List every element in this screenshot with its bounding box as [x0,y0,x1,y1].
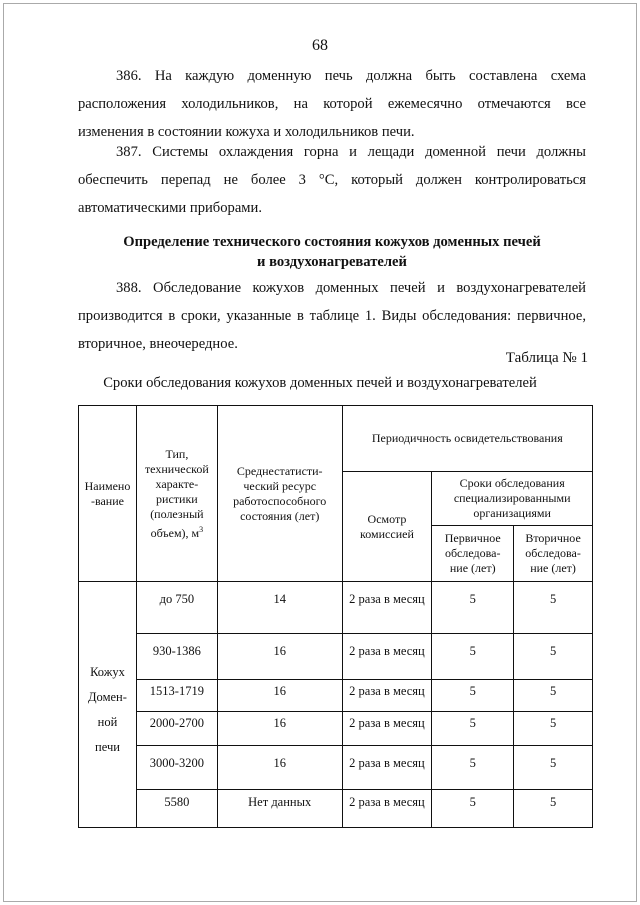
name-line: Домен- [88,689,127,704]
primary-cell: 5 [432,790,514,828]
header-line: работоспособного [233,493,327,508]
heading-line: Определение технического состояния кожухов доменных печей [123,234,541,250]
header-line: Тип, [165,446,189,461]
header-line: Сроки обследования [459,476,565,490]
secondary-cell: 5 [514,712,593,746]
paragraph-line: производится в сроки, указанные в таблице 1. Виды обследования: первичное, [78,308,586,324]
header-line: -вание [90,493,124,508]
name-line: печи [95,739,120,754]
inspection-cell: 2 раза в месяц [342,790,432,828]
header-line: (полезный [150,506,204,521]
primary-cell: 5 [432,712,514,746]
secondary-cell: 5 [514,790,593,828]
table-row [79,790,593,828]
header-line: специализированными [453,491,571,505]
type-cell: 3000-3200 [136,746,217,790]
inspection-cell: 2 раза в месяц [342,680,432,712]
primary-cell: 5 [432,680,514,712]
header-special [432,472,593,526]
inspection-schedule-table [78,405,593,828]
header-line: состояния (лет) [240,508,320,523]
primary-cell: 5 [432,634,514,680]
type-cell: 930-1386 [136,634,217,680]
paragraph-line: изменения в состоянии кожуха и холодильников печи. [78,124,415,140]
type-cell: до 750 [136,582,217,634]
header-line: обследова- [525,546,581,560]
name-cell [79,582,137,828]
header-line: ние (лет) [530,561,576,575]
paragraph-386 [78,62,586,146]
table-row [79,582,593,634]
header-primary [432,526,514,582]
resource-cell: Нет данных [217,790,342,828]
header-line: Осмотр [367,511,407,526]
header-line: ческий ресурс [243,478,317,493]
page-number: 68 [312,37,328,54]
header-line: ние (лет) [449,561,496,575]
inspection-cell: 2 раза в месяц [342,712,432,746]
header-inspection [342,472,432,582]
paragraph-line: обеспечить перепад не более 3 °С, который должен контролироваться [78,172,586,188]
header-line: организациями [473,506,551,520]
primary-cell: 5 [432,746,514,790]
inspection-cell: 2 раза в месяц [342,746,432,790]
header-line [139,522,215,541]
header-line: Вторичное [525,531,581,545]
paragraph-388 [78,274,586,358]
paragraph-line: автоматическими приборами. [78,200,262,216]
table-title: Сроки обследования кожухов доменных печей и воздухонагревателей [103,375,537,391]
resource-cell: 16 [217,680,342,712]
resource-cell: 16 [217,634,342,680]
resource-cell: 16 [217,712,342,746]
header-line: характе- [155,476,199,491]
header-line: Среднестатисти- [236,463,323,478]
header-line: обследова- [444,546,501,560]
paragraph-line: 387. Системы охлаждения горна и лещади доменной печи должны [116,144,586,160]
name-line: Кожух [90,664,125,679]
section-heading [78,232,586,272]
header-periodicity: Периодичность освидетельствования [342,406,592,472]
table-row [79,746,593,790]
paragraph-line: расположения холодильников, на которой ежемесячно отмечаются все [78,96,586,112]
table-row [79,680,593,712]
secondary-cell: 5 [514,746,593,790]
primary-cell: 5 [432,582,514,634]
paragraph-line: 386. На каждую доменную печь должна быть составлена схема [116,68,586,84]
header-line: Наимено [84,478,131,493]
header-name [79,406,137,582]
header-resource [217,406,342,582]
paragraph-387 [78,138,586,222]
header-line: комиссией [360,526,414,541]
type-cell: 1513-1719 [136,680,217,712]
resource-cell: 16 [217,746,342,790]
paragraph-line: 388. Обследование кожухов доменных печей и воздухонагревателей [116,280,586,296]
header-line: технической [144,461,209,476]
header-text: объем), м [150,525,200,540]
name-line: ной [97,714,118,729]
inspection-cell: 2 раза в месяц [342,582,432,634]
resource-cell: 14 [217,582,342,634]
heading-line: и воздухонагревателей [257,254,407,270]
header-line: Первичное [444,531,501,545]
inspection-cell: 2 раза в месяц [342,634,432,680]
type-cell: 5580 [136,790,217,828]
header-secondary [514,526,593,582]
header-line: ристики [156,491,198,506]
secondary-cell: 5 [514,680,593,712]
header-type [136,406,217,582]
superscript: 3 [199,524,204,534]
type-cell: 2000-2700 [136,712,217,746]
table-row [79,712,593,746]
secondary-cell: 5 [514,634,593,680]
table-row [79,634,593,680]
secondary-cell: 5 [514,582,593,634]
paragraph-line: вторичное, внеочередное. [78,336,238,352]
table-number: Таблица № 1 [505,350,588,366]
